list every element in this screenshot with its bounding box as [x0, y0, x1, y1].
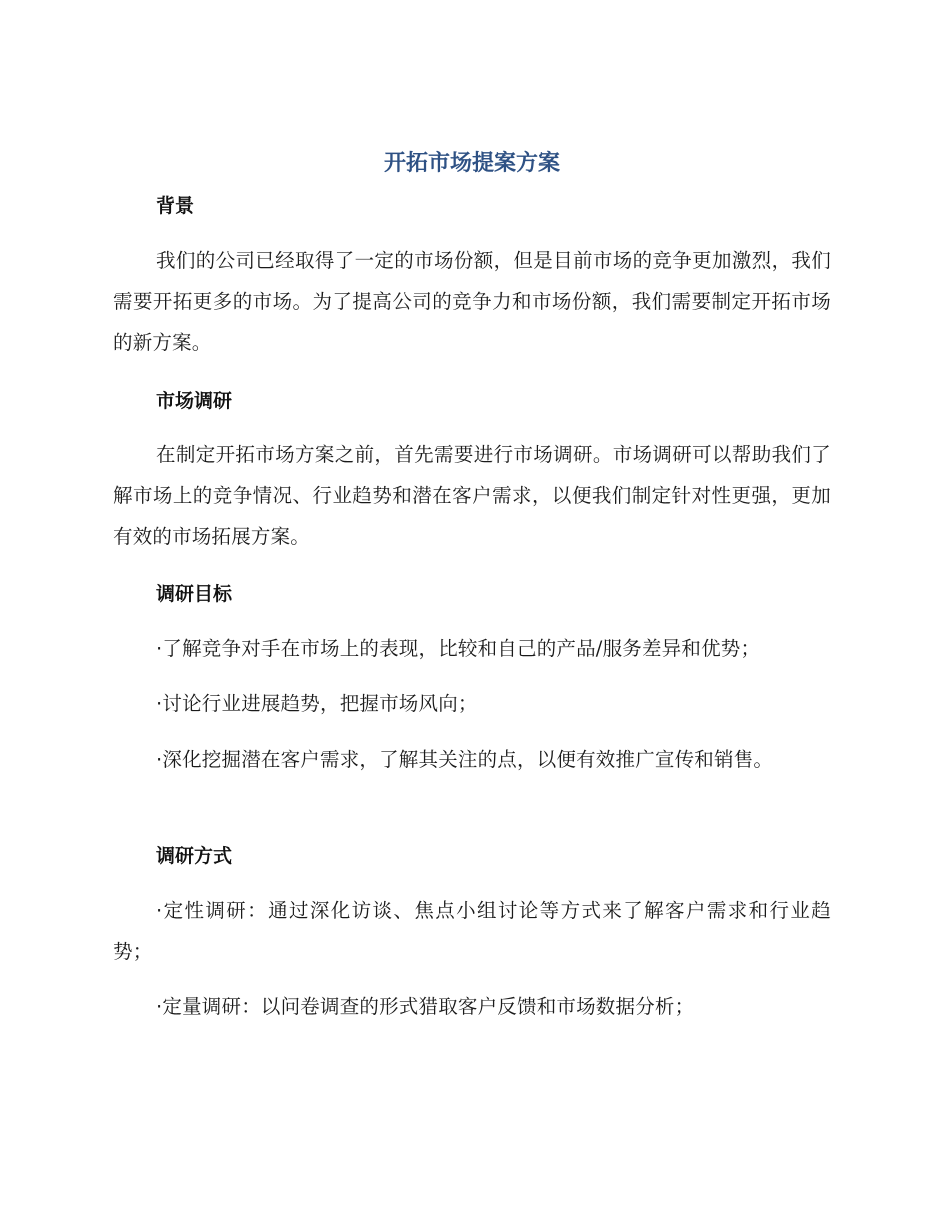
- research-goal-item: [113, 628, 831, 669]
- background-paragraph: 我们的公司已经取得了一定的市场份额，但是目前市场的竞争更加激烈，我们需要开拓更多的市场。为了提高公司的竞争力和市场份额，我们需要制定开拓市场的新方案。: [113, 249, 831, 354]
- market-research-paragraph: 在制定开拓市场方案之前，首先需要进行市场调研。市场调研可以帮助我们了解市场上的竞争情况、行业趋势和潜在客户需求，以便我们制定针对性更强，更加有效的市场拓展方案。: [113, 443, 831, 548]
- research-goal-text: 了解竞争对手在市场上的表现，比较和自己的产品/服务差异和优势；: [162, 637, 761, 660]
- bullet-mark: ·: [156, 995, 163, 1018]
- research-method-item: [113, 890, 831, 972]
- section-heading-research-goals: 调研目标: [156, 583, 233, 605]
- section-heading-background: 背景: [156, 195, 195, 217]
- research-method-text: 定量调研：以问卷调查的形式猎取客户反馈和市场数据分析；: [162, 995, 695, 1018]
- document-title: 开拓市场提案方案: [383, 151, 560, 176]
- section-heading-research-methods: 调研方式: [156, 845, 233, 867]
- research-goal-item: [113, 739, 831, 780]
- bullet-mark: ·: [156, 692, 163, 715]
- research-method-text: 定性调研：通过深化访谈、焦点小组讨论等方式来了解客户需求和行业趋势；: [113, 899, 831, 963]
- research-goal-text: 讨论行业进展趋势，把握市场风向；: [162, 692, 478, 715]
- bullet-mark: ·: [156, 748, 163, 771]
- research-goal-item: [113, 683, 831, 724]
- research-goal-text: 深化挖掘潜在客户需求，了解其关注的点，以便有效推广宣传和销售。: [162, 748, 774, 771]
- bullet-mark: ·: [156, 899, 163, 922]
- research-method-item: [113, 986, 831, 1027]
- bullet-mark: ·: [156, 637, 163, 660]
- section-heading-market-research: 市场调研: [156, 390, 233, 412]
